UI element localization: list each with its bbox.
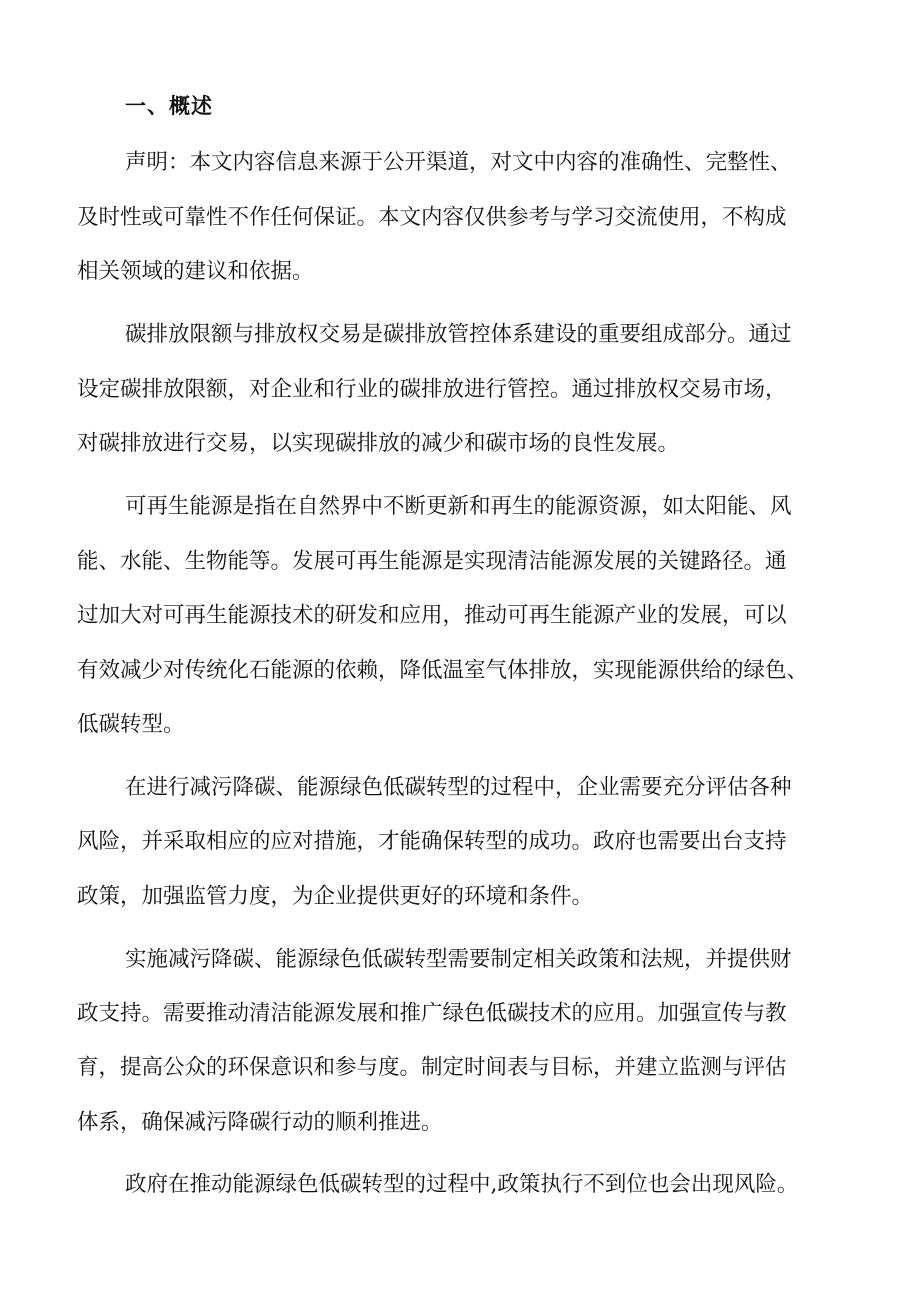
section-heading: 一、概述 <box>125 93 213 118</box>
text-line: 声明：本文内容信息来源于公开渠道，对文中内容的准确性、完整性、 <box>125 150 792 175</box>
text-line: 相关领域的建议和依据。 <box>77 259 314 284</box>
text-line: 过加大对可再生能源技术的研发和应用，推动可再生能源产业的发展，可以 <box>77 603 787 628</box>
text-line: 体系，确保减污降碳行动的顺利推进。 <box>77 1110 443 1135</box>
text-line: 可再生能源是指在自然界中不断更新和再生的能源资源，如太阳能、风 <box>125 494 792 519</box>
text-line: 实施减污降碳、能源绿色低碳转型需要制定相关政策和法规，并提供财 <box>125 947 792 972</box>
text-line: 对碳排放进行交易，以实现碳排放的减少和碳市场的良性发展。 <box>77 431 680 456</box>
text-line: 能、水能、生物能等。发展可再生能源是实现清洁能源发展的关键路径。通 <box>77 549 787 574</box>
text-line: 政支持。需要推动清洁能源发展和推广绿色低碳技术的应用。加强宣传与教 <box>77 1001 787 1026</box>
text-line: 碳排放限额与排放权交易是碳排放管控体系建设的重要组成部分。通过 <box>125 322 792 347</box>
text-line: 有效减少对传统化石能源的依赖，降低温室气体排放，实现能源供给的绿色、 <box>77 658 809 683</box>
text-line: 在进行减污降碳、能源绿色低碳转型的过程中，企业需要充分评估各种 <box>125 775 792 800</box>
text-line: 政策，加强监管力度，为企业提供更好的环境和条件。 <box>77 884 594 909</box>
text-line: 低碳转型。 <box>77 712 185 737</box>
text-line: 设定碳排放限额，对企业和行业的碳排放进行管控。通过排放权交易市场， <box>77 377 787 402</box>
text-line: 及时性或可靠性不作任何保证。本文内容仅供参考与学习交流使用，不构成 <box>77 205 787 230</box>
text-line: 育，提高公众的环保意识和参与度。制定时间表与目标，并建立监测与评估 <box>77 1055 787 1080</box>
text-line: 政府在推动能源绿色低碳转型的过程中,政策执行不到位也会出现风险。 <box>125 1172 799 1197</box>
text-line: 风险，并采取相应的应对措施，才能确保转型的成功。政府也需要出台支持 <box>77 829 787 854</box>
